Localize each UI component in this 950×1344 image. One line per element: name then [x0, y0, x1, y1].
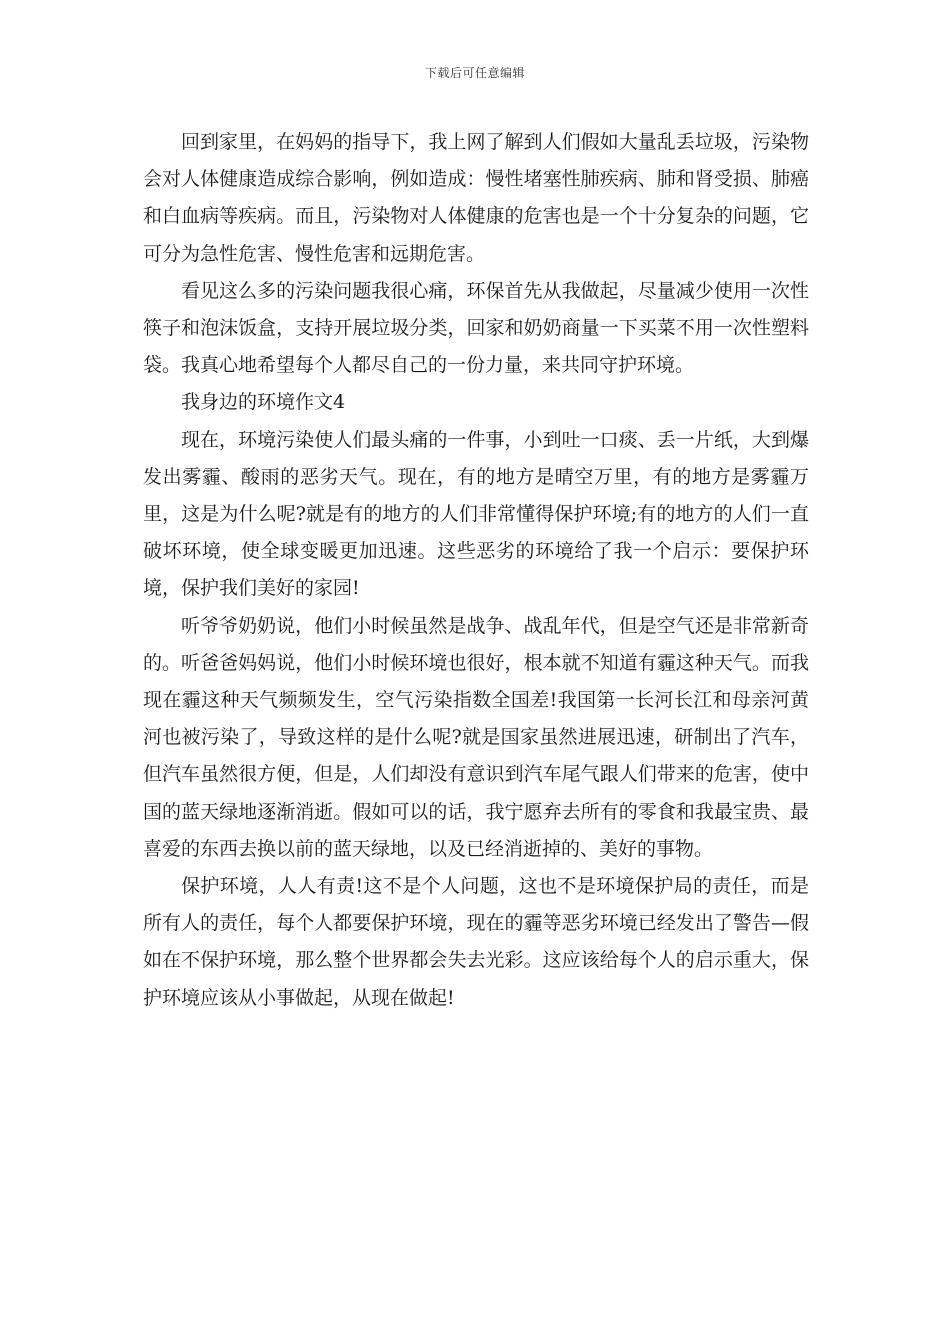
paragraph-2: 看见这么多的污染问题我很心痛，环保首先从我做起，尽量减少使用一次性筷子和泡沫饭盒，支持开展垃圾分类，回家和奶奶商量一下买菜不用一次性塑料袋。我真心地希望每个人都尽自己的一份力量，来共同守护环境。: [143, 279, 809, 377]
document-body: [143, 124, 809, 1017]
section-title: 我身边的环境作文4: [181, 391, 346, 414]
paragraph-5: 保护环境，人人有责!这不是个人问题，这也不是环境保护局的责任，而是所有人的责任，每个人都要保护环境，现在的霾等恶劣环境已经发出了警告—假如在不保护环境，那么整个世界都会失去光彩。这应该给每个人的启示重大，保护环境应该从小事做起，从现在做起!: [143, 875, 809, 1009]
paragraph-4: 听爷爷奶奶说，他们小时候虽然是战争、战乱年代，但是空气还是非常新奇的。听爸爸妈妈说，他们小时候环境也很好，根本就不知道有霾这种天气。而我现在霾这种天气频频发生，空气污染指数全国差!我国第一长河长江和母亲河黄河也被污染了，导致这样的是什么呢?就是国家虽然进展迅速，研制出了汽车，但汽车虽然很方便，但是，人们却没有意识到汽车尾气跟人们带来的危害，使中国的蓝天绿地逐渐消逝。假如可以的话，我宁愿弃去所有的零食和我最宝贵、最喜爱的东西去换以前的蓝天绿地，以及已经消逝掉的、美好的事物。: [143, 614, 809, 860]
paragraph-1: 回到家里，在妈妈的指导下，我上网了解到人们假如大量乱丢垃圾，污染物会对人体健康造成综合影响，例如造成：慢性堵塞性肺疾病、肺和肾受损、肺癌和白血病等疾病。而且，污染物对人体健康的危害也是一个十分复杂的问题，它可分为急性危害、慢性危害和远期危害。: [143, 131, 809, 265]
paragraph-3: 现在，环境污染使人们最头痛的一件事，小到吐一口痰、丢一片纸，大到爆发出雾霾、酸雨的恶劣天气。现在，有的地方是晴空万里，有的地方是雾霾万里，这是为什么呢?就是有的地方的人们非常懂得保护环境;有的地方的人们一直破坏环境，使全球变暖更加迅速。这些恶劣的环境给了我一个启示：要保护环境，保护我们美好的家园!: [143, 428, 809, 600]
page-header-note: 下载后可任意编辑: [424, 66, 525, 80]
